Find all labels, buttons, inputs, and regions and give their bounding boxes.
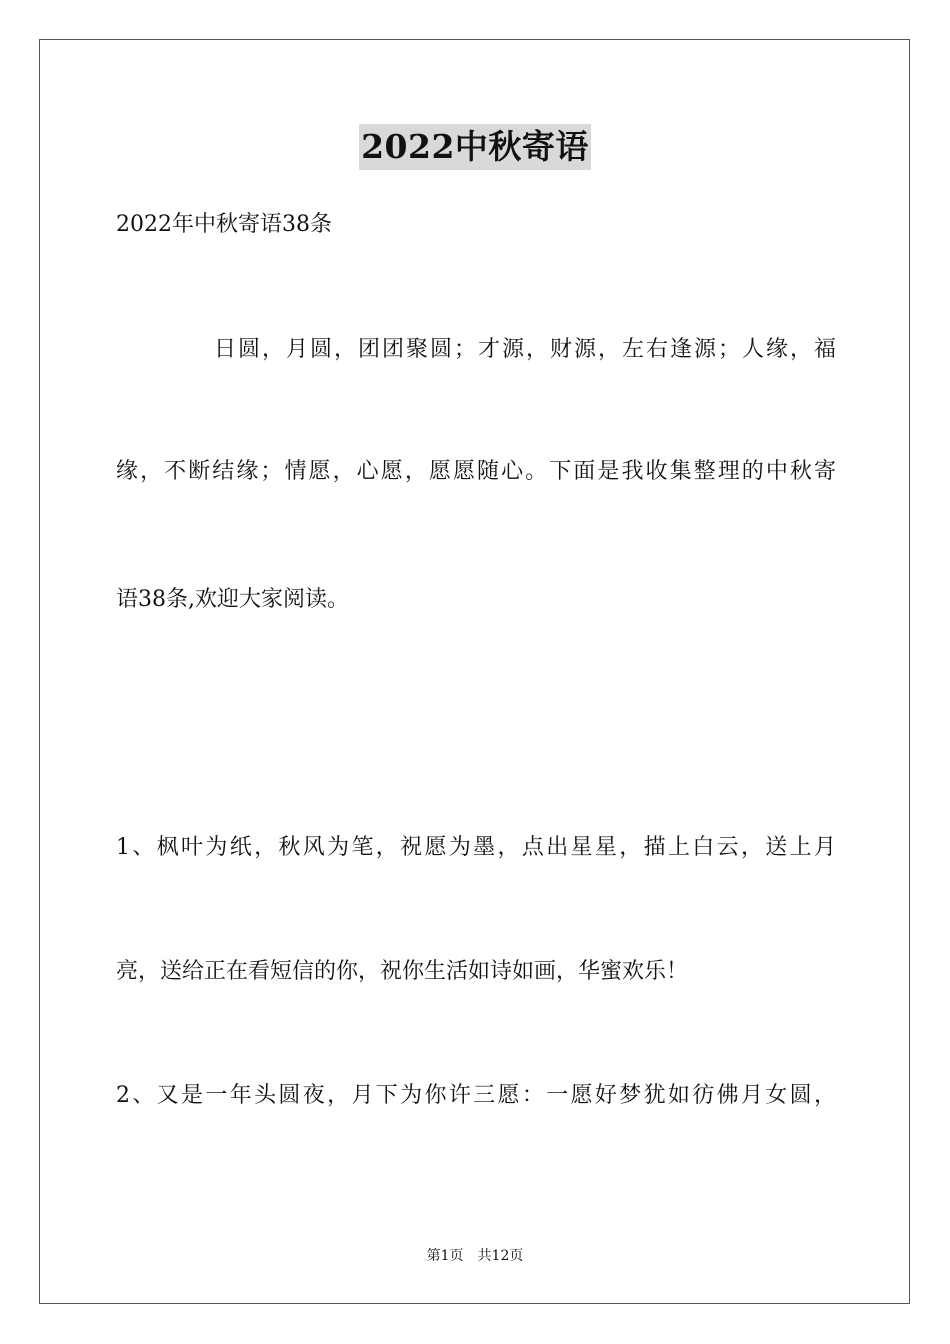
title-container	[0, 124, 950, 170]
paragraph-line-3: 语38条,欢迎大家阅读。	[116, 587, 349, 612]
document-title: 2022中秋寄语	[359, 124, 591, 170]
page-footer	[0, 1246, 950, 1266]
page-total: 共12页	[477, 1248, 524, 1264]
page-number: 第1页	[426, 1248, 464, 1264]
item-2-line-1: 2、又是一年头圆夜，月下为你许三愿：一愿好梦犹如彷佛月女圆，	[116, 1083, 836, 1108]
paragraph-line-1: 日圆，月圆，团团聚圆；才源，财源，左右逢源；人缘，福	[214, 337, 836, 362]
document-subtitle: 2022年中秋寄语38条	[116, 212, 332, 237]
paragraph-line-2: 缘，不断结缘；情愿，心愿，愿愿随心。下面是我收集整理的中秋寄	[116, 459, 836, 484]
item-1-line-1: 1、枫叶为纸，秋风为笔，祝愿为墨，点出星星，描上白云，送上月	[116, 835, 836, 860]
item-1-line-2: 亮，送给正在看短信的你，祝你生活如诗如画，华蜜欢乐！	[116, 959, 689, 984]
